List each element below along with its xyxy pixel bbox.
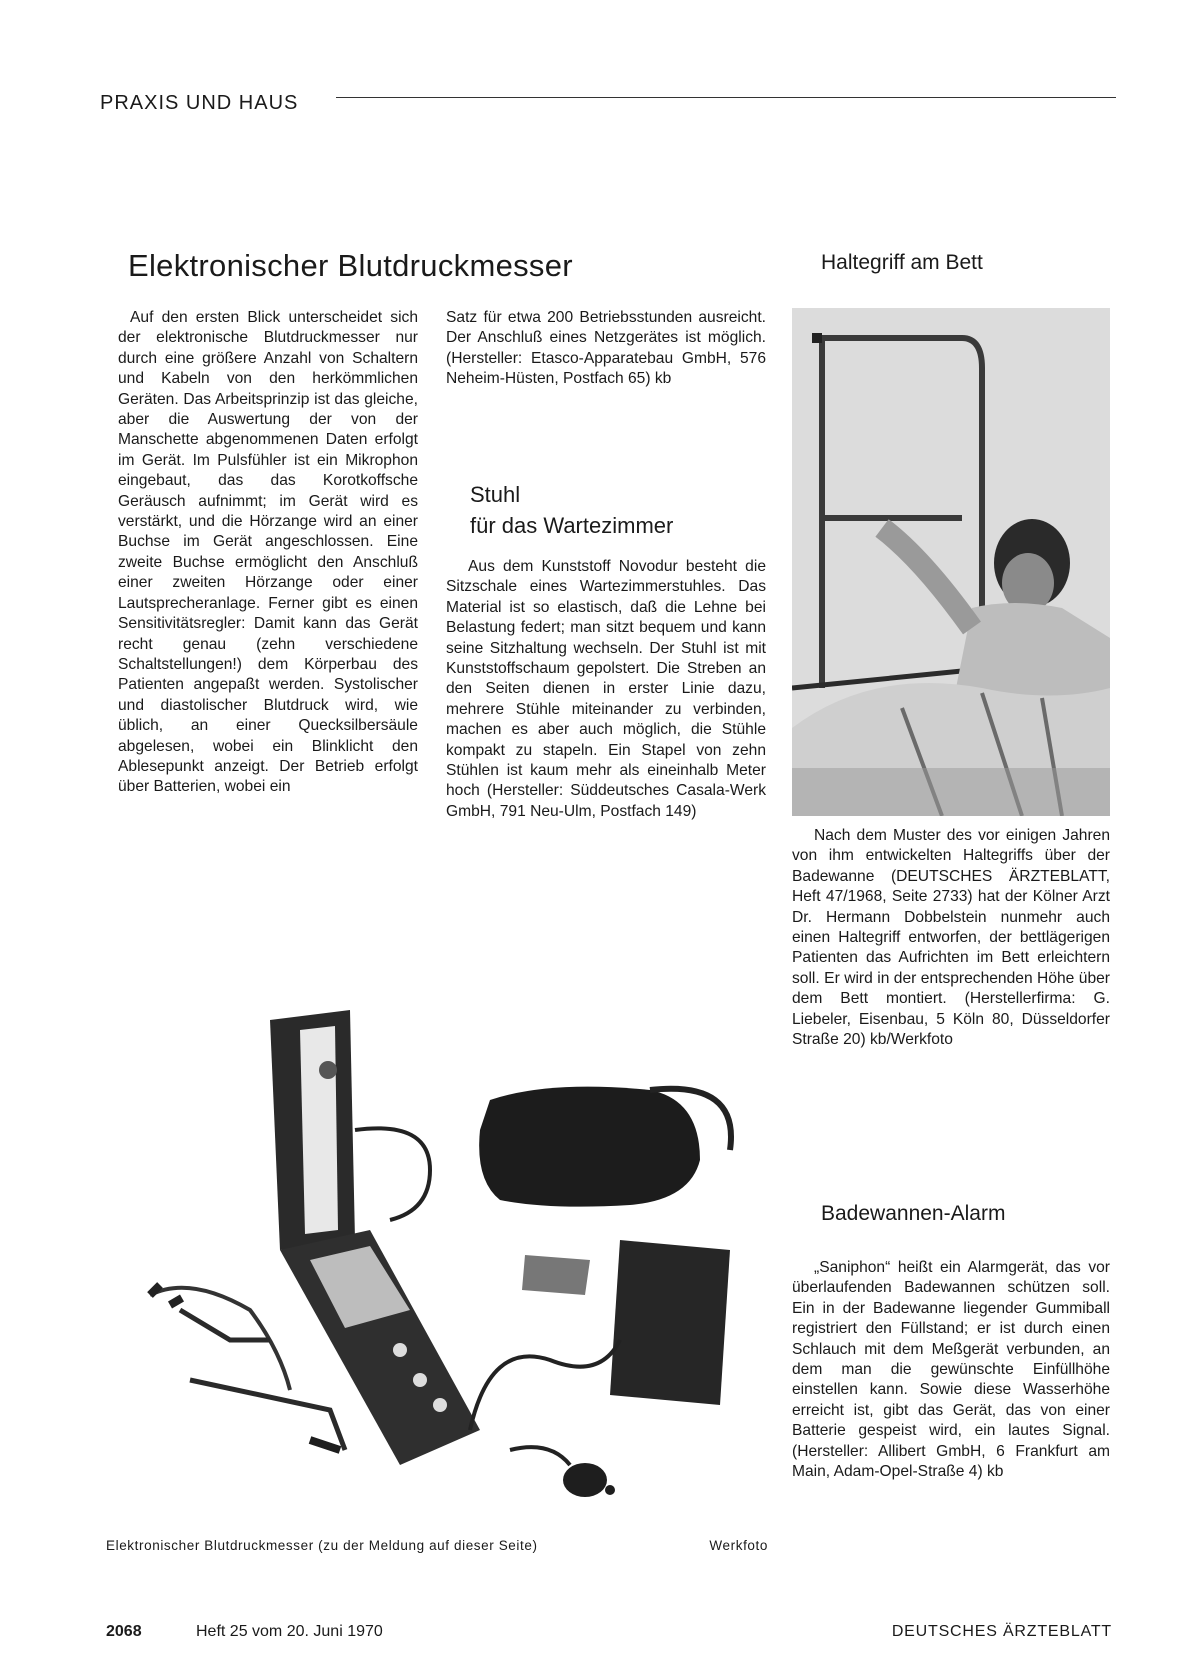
badewannen-alarm-text: „Saniphon“ heißt ein Alarmgerät, das vor überlaufenden Badewannen schützen soll. Ein in der Badewanne liegender Gummiball registriert den Füllstand; er ist durch einen Schlauch mit dem Meßgerät verbunden, an dem man die gewünschte Einfüllhöhe einstellen kann. Sowie diese Wasserhöhe erreicht ist, gibt das Gerät, das von einer Batterie gespeist wird, ein lautes Signal. (Hersteller: Allibert GmbH, 6 Frankfurt am Main, Adam-Opel-Straße 4) kb [792,1259,1110,1481]
caption-credit: Werkfoto [709,1538,768,1553]
photo-haltegriff-image [792,308,1110,816]
haltegriff-text: Nach dem Muster des vor einigen Jahren von ihm entwickelten Haltegriffs über der Badewanne (DEUTSCHES ÄRZTEBLATT, Heft 47/1968, Seite 2733) hat der Kölner Arzt Dr. Hermann Dobbelstein nunmehr auch einen Haltegriff entworfen, der bettlägerigen Patienten das Aufrichten im Bett erleichtern soll. Er wird in der entsprechenden Höhe über dem Bett montiert. (Herstellerfirma: G. Liebeler, Eisenbau, 5 Köln 80, Düsseldorfer Straße 20) kb/Werkfoto [792,827,1110,1049]
blutdruckmesser-text-col1: Auf den ersten Blick unterscheidet sich der elektronische Blutdruckmesser nur durch eine größere Anzahl von Schaltern und Kabeln von den herkömmlichen Geräten. Das Arbeitsprinzip ist das gleiche, aber die Auswertung der von der Manschette abgenommenen Daten erfolgt im Gerät. Im Pulsfühler ist ein Mikrophon eingebaut, das das Korotkoffsche Geräusch aufnimmt; im Gerät wird es verstärkt, und die Hörzange wird an einer Buchse im Gerät angeschlossen. Eine zweite Buchse ermöglicht den Anschluß einer zweiten Hörzange oder einer Lautsprecheranlage. Ferner gibt es einen Sensitivitätsregler: Damit kann das Gerät recht genau (zehn verschiedene Schaltstellungen!) dem Körperbau des Patienten angepaßt werden. Systolischer und diastolischer Blutdruck wird, wie üblich, an einer Quecksilbersäule abgelesen, wobei ein Blinklicht den Ablesepunkt anzeigt. Der Betrieb erfolgt über Batterien, wobei ein [118,309,418,796]
photo-blutdruckmesser [130,1010,770,1520]
title-stuhl-line2: für das Wartezimmer [470,513,674,538]
article-title-badewannen-alarm: Badewannen-Alarm [821,1202,1006,1225]
article-title-stuhl [470,479,673,541]
blutdruckmesser-text-col2: Satz für etwa 200 Betriebsstunden ausreicht. Der Anschluß eines Netzgerätes ist möglich. (Hersteller: Etasco-Apparatebau GmbH, 576 Neheim-Hüsten, Postfach 65) kb [446,309,766,388]
section-header: PRAXIS UND HAUS [100,92,299,114]
journal-name: DEUTSCHES ÄRZTEBLATT [891,1623,1112,1640]
photo-haltegriff [792,308,1110,816]
article-title-haltegriff: Haltegriff am Bett [821,251,983,274]
page-number: 2068 [106,1623,142,1640]
caption-text: Elektronischer Blutdruckmesser (zu der Meldung auf dieser Seite) [106,1538,538,1553]
photo-blutdruckmesser-image [130,1010,770,1520]
photo-caption [106,1538,768,1553]
issue-info: Heft 25 vom 20. Juni 1970 [196,1623,383,1640]
title-stuhl-line1: Stuhl [470,482,521,507]
article-title-blutdruckmesser: Elektronischer Blutdruckmesser [128,248,573,283]
header-rule [336,97,1116,98]
stuhl-text: Aus dem Kunststoff Novodur besteht die Sitzschale eines Wartezimmerstuhles. Das Material ist so elastisch, daß die Lehne bei Belastung federt; man sitzt bequem und kann seine Sitzhaltung wechseln. Der Stuhl ist mit Kunststoffschaum gepolstert. Die Streben an den Seiten dienen in erster Linie dazu, mehrere Stühle miteinander zu verbinden, machen es aber auch möglich, die Stühle kompakt zu stapeln. Ein Stapel von zehn Stühlen ist kaum mehr als eineinhalb Meter hoch (Hersteller: Süddeutsches Casala-Werk GmbH, 791 Neu-Ulm, Postfach 149) [446,558,766,820]
